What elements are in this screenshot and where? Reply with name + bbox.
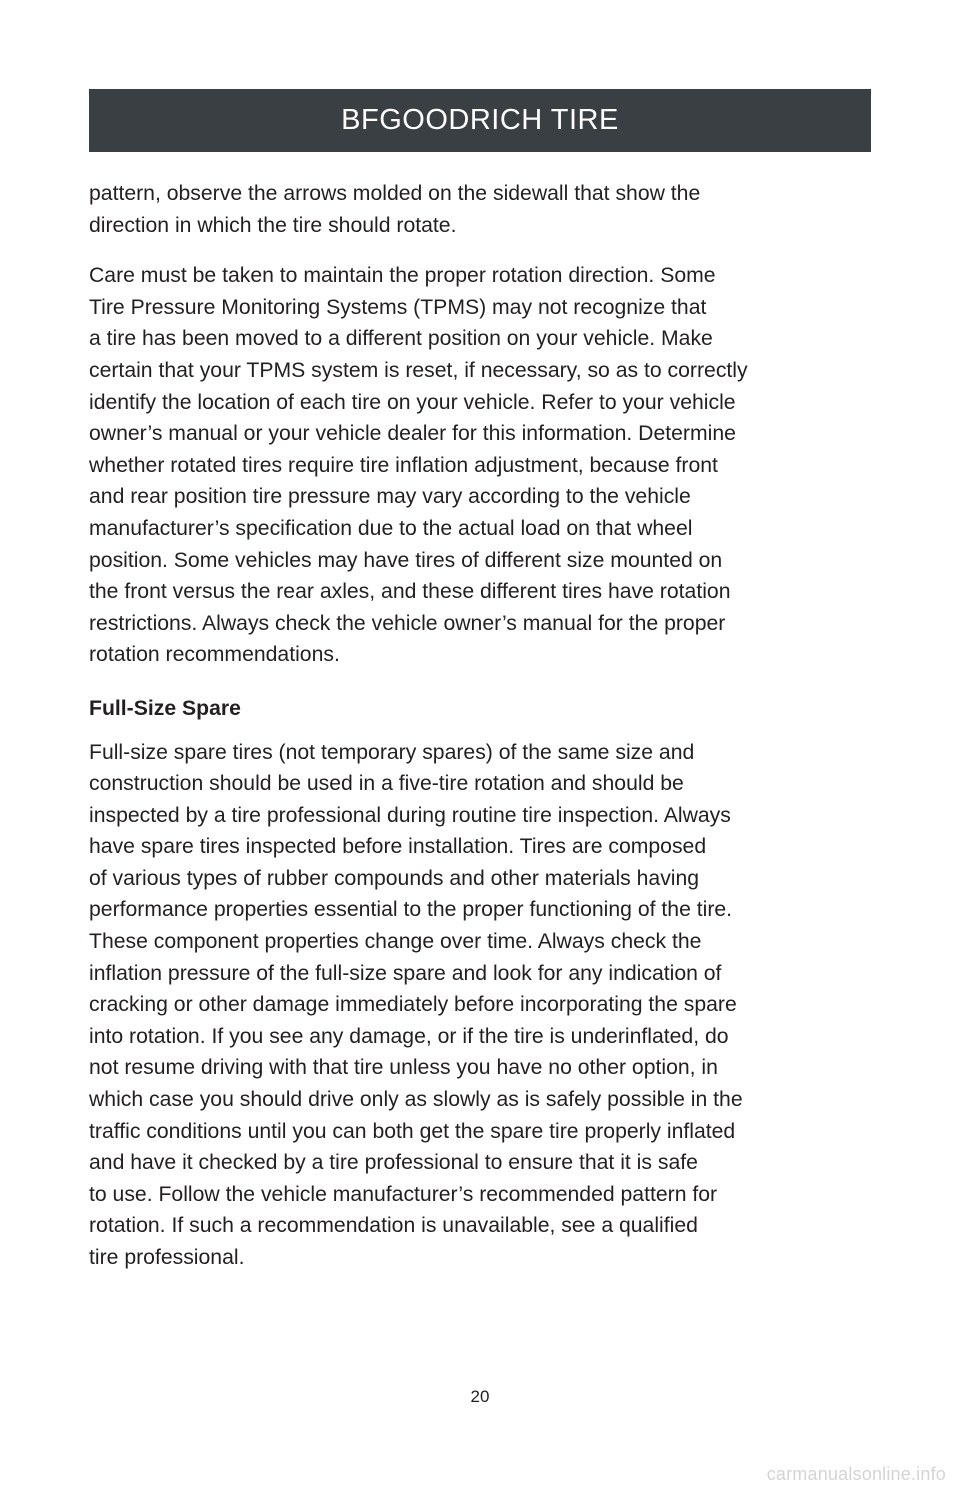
- text-line: manufacturer’s specification due to the actual load on that wheel: [89, 516, 693, 540]
- text-line: Care must be taken to maintain the proper rotation direction. Some: [89, 264, 716, 288]
- paragraph-rotation-pattern: [89, 178, 871, 241]
- text-line: inspected by a tire professional during routine tire inspection. Always: [89, 803, 731, 827]
- paragraph-rotation-direction: [89, 260, 871, 671]
- text-line: These component properties change over time. Always check the: [89, 930, 702, 954]
- text-line: owner’s manual or your vehicle dealer for this information. Determine: [89, 422, 736, 446]
- text-line: identify the location of each tire on your vehicle. Refer to your vehicle: [89, 390, 736, 414]
- text-line: rotation recommendations.: [89, 643, 340, 667]
- text-line: pattern, observe the arrows molded on the sidewall that show the: [89, 182, 701, 205]
- document-body: [89, 178, 871, 1274]
- watermark: carmanualsonline.info: [766, 1464, 946, 1484]
- text-line: construction should be used in a five-tire rotation and should be: [89, 772, 684, 796]
- text-line: performance properties essential to the proper functioning of the tire.: [89, 898, 733, 922]
- text-line: whether rotated tires require tire inflation adjustment, because front: [89, 453, 718, 477]
- text-line: have spare tires inspected before installation. Tires are composed: [89, 835, 707, 859]
- text-line: a tire has been moved to a different position on your vehicle. Make: [89, 327, 713, 351]
- text-line: position. Some vehicles may have tires of different size mounted on: [89, 548, 723, 572]
- text-line: the front versus the rear axles, and these different tires have rotation: [89, 580, 731, 604]
- section-heading-full-size-spare: Full-Size Spare: [89, 696, 241, 720]
- page-header-title: BFGOODRICH TIRE: [341, 104, 619, 136]
- header-bar: [89, 89, 871, 152]
- text-line: Tire Pressure Monitoring Systems (TPMS) may not recognize that: [89, 295, 707, 319]
- text-line: not resume driving with that tire unless you have no other option, in: [89, 1056, 718, 1080]
- text-line: inflation pressure of the full-size spare and look for any indication of: [89, 961, 722, 985]
- text-line: certain that your TPMS system is reset, if necessary, so as to correctly: [89, 358, 748, 382]
- text-line: tire professional.: [89, 1246, 245, 1269]
- text-line: and have it checked by a tire professional to ensure that it is safe: [89, 1151, 698, 1175]
- text-line: and rear position tire pressure may vary according to the vehicle: [89, 485, 691, 509]
- text-line: restrictions. Always check the vehicle owner’s manual for the proper: [89, 611, 726, 635]
- page-number: 20: [470, 1387, 490, 1406]
- paragraph-full-size-spare: [89, 737, 871, 1274]
- text-line: of various types of rubber compounds and other materials having: [89, 866, 700, 890]
- text-line: Full-size spare tires (not temporary spares) of the same size and: [89, 740, 695, 764]
- text-line: which case you should drive only as slowly as is safely possible in the: [89, 1088, 743, 1112]
- text-line: direction in which the tire should rotate.: [89, 213, 457, 237]
- text-line: cracking or other damage immediately before incorporating the spare: [89, 993, 737, 1017]
- text-line: into rotation. If you see any damage, or if the tire is underinflated, do: [89, 1024, 729, 1048]
- text-line: traffic conditions until you can both get the spare tire properly inflated: [89, 1119, 736, 1143]
- text-line: to use. Follow the vehicle manufacturer’s recommended pattern for: [89, 1182, 718, 1206]
- text-line: rotation. If such a recommendation is unavailable, see a qualified: [89, 1214, 698, 1238]
